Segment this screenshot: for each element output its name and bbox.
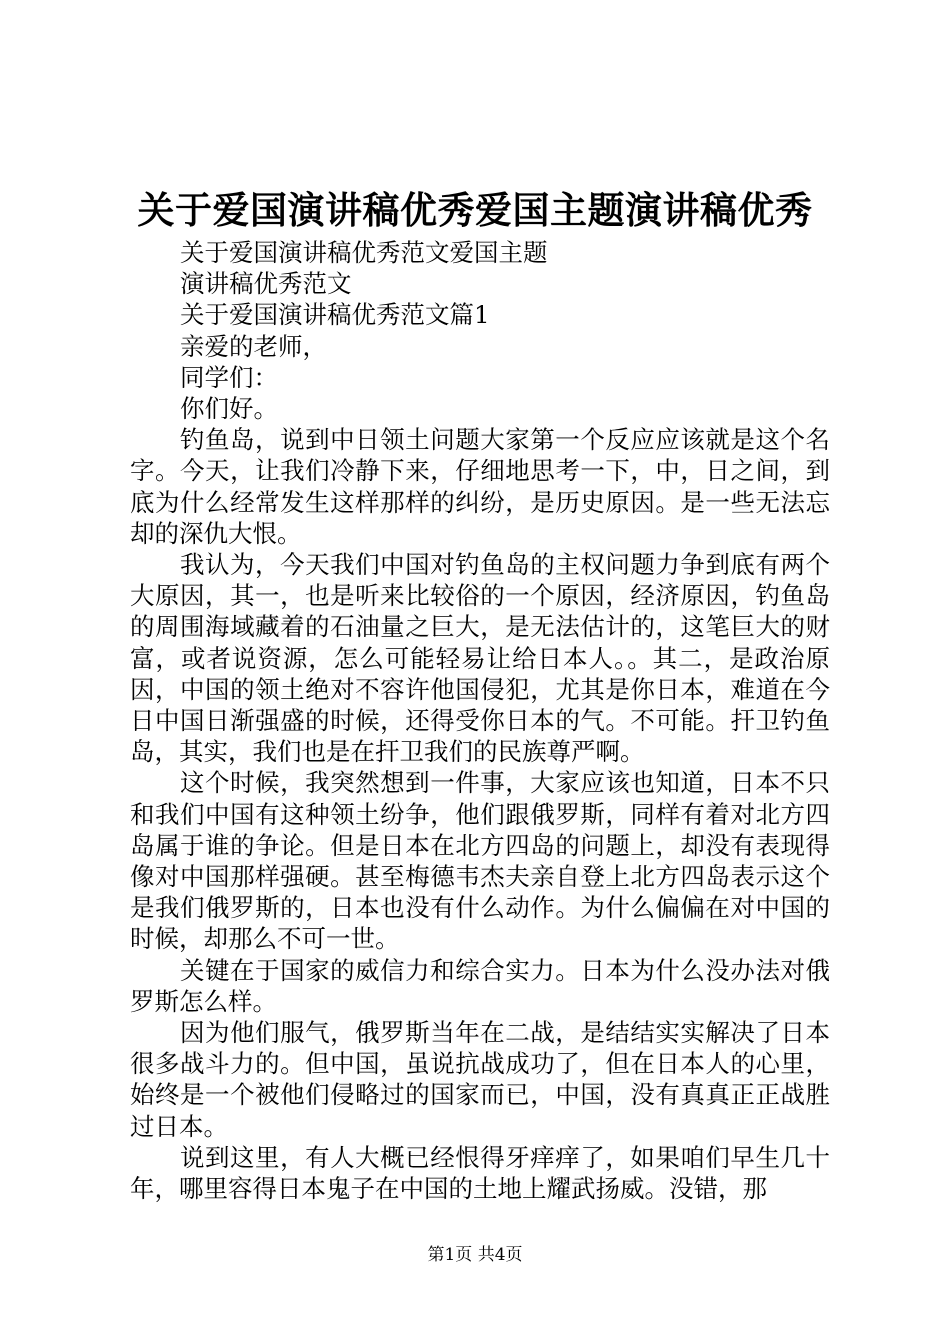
- page-footer: 第1页 共4页: [427, 1245, 523, 1265]
- section-heading: 关于爱国演讲稿优秀范文篇1: [180, 300, 490, 330]
- subtitle-line-1: 关于爱国演讲稿优秀范文爱国主题: [180, 238, 548, 267]
- paragraph: 说到这里，有人大概已经恨得牙痒痒了，如果咱们早生几十年，哪里容得日本鬼子在中国的土地上耀武扬威。没错，那: [130, 1142, 830, 1203]
- paragraph: 我认为，今天我们中国对钓鱼岛的主权问题力争到底有两个大原因，其一，也是听来比较俗的一个原因，经济原因，钓鱼岛的周围海域藏着的石油量之巨大，是无法估计的，这笔巨大的财富，或者说资源，怎么可能轻易让给日本人。。其二，是政治原因，中国的领土绝对不容许他国侵犯，尤其是你日本，难道在今日中国日渐强盛的时候，还得受你日本的气。不可能。扞卫钓鱼岛，其实，我们也是在扞卫我们的民族尊严啊。: [130, 549, 830, 767]
- paragraph: 关键在于国家的威信力和综合实力。日本为什么没办法对俄罗斯怎么样。: [130, 955, 830, 1016]
- subtitle-line-2: 演讲稿优秀范文: [180, 269, 352, 299]
- paragraph: 钓鱼岛，说到中日领土问题大家第一个反应应该就是这个名字。今天，让我们冷静下来，仔细地思考一下，中，日之间，到底为什么经常发生这样那样的纠纷，是历史原因。是一些无法忘却的深仇大恨。: [130, 425, 830, 548]
- paragraph: 这个时候，我突然想到一件事，大家应该也知道，日本不只和我们中国有这种领土纷争，他们跟俄罗斯，同样有着对北方四岛属于谁的争论。但是日本在北方四岛的问题上，却没有表现得像对中国那样强硬。甚至梅德韦杰夫亲自登上北方四岛表示这个是我们俄罗斯的，日本也没有什么动作。为什么偏偏在对中国的时候，却那么不可一世。: [130, 768, 830, 954]
- salutation-students: 同学们：: [180, 362, 278, 392]
- page-title: 关于爱国演讲稿优秀爱国主题演讲稿优秀: [137, 188, 813, 232]
- salutation-teachers: 亲爱的老师，: [180, 331, 327, 361]
- greeting: 你们好。: [180, 393, 278, 423]
- paragraph: 因为他们服气，俄罗斯当年在二战，是结结实实解决了日本很多战斗力的。但中国，虽说抗战成功了，但在日本人的心里，始终是一个被他们侵略过的国家而已，中国，没有真真正正战胜过日本。: [130, 1017, 830, 1141]
- document-body: [130, 237, 830, 1204]
